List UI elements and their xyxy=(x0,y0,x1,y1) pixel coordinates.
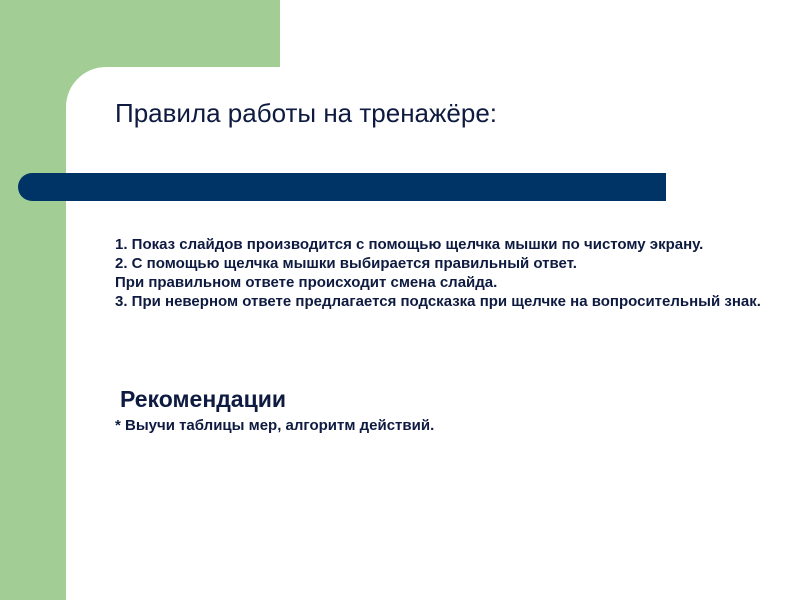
rule-3: 3. При неверном ответе предлагается подсказка при щелчке на вопросительный знак. xyxy=(115,293,761,310)
content-panel xyxy=(66,67,800,600)
title-divider-bar xyxy=(18,173,666,201)
rule-1: 1. Показ слайдов производится с помощью щелчка мышки по чистому экрану. xyxy=(115,236,704,253)
rule-2: 2. С помощью щелчка мышки выбирается правильный ответ. xyxy=(115,255,577,272)
rules-list xyxy=(115,235,765,311)
recommendations-text: * Выучи таблицы мер, алгоритм действий. xyxy=(115,417,435,434)
rule-2-note: При правильном ответе происходит смена слайда. xyxy=(115,274,498,291)
slide-title: Правила работы на тренажёре: xyxy=(115,98,498,128)
recommendations-title: Рекомендации xyxy=(120,386,287,412)
